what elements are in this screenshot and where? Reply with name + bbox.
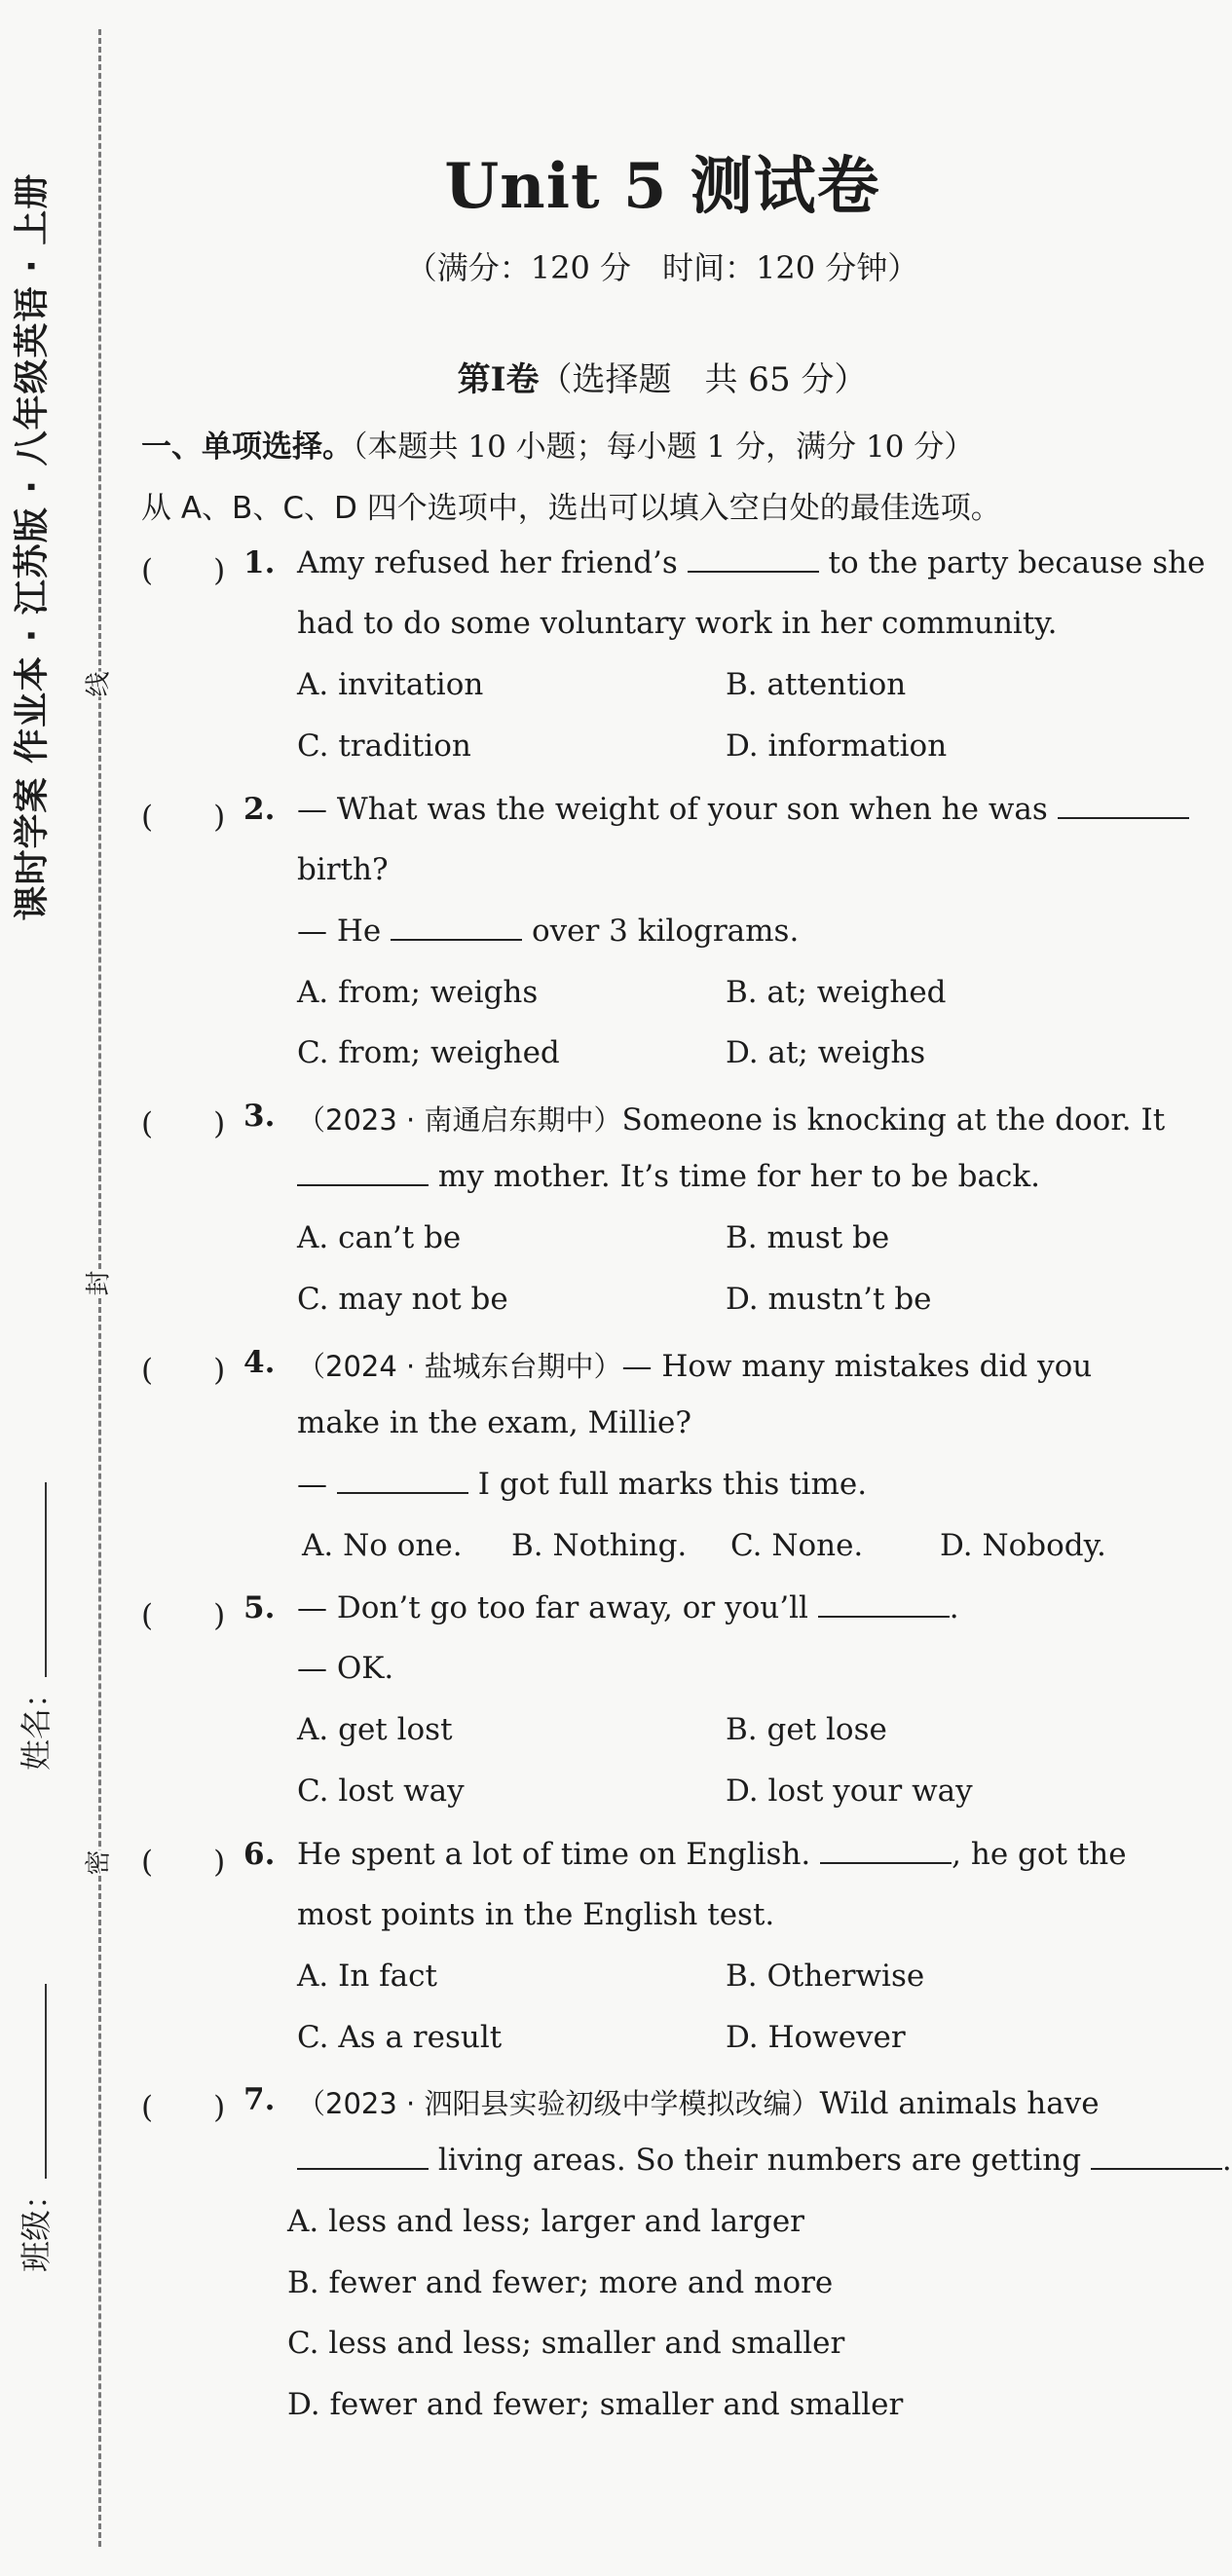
question-line: （2024 · 盐城东台期中）— How many mistakes did you bbox=[297, 1349, 1093, 1384]
question-line: birth? bbox=[297, 852, 389, 887]
question-line: most points in the English test. bbox=[297, 1897, 775, 1932]
question-line: make in the exam, Millie? bbox=[297, 1405, 691, 1440]
book-brand: 课时学案 作业本 · 江苏版 · 八年级英语 · 上册 bbox=[12, 172, 53, 921]
answer-blank[interactable] bbox=[391, 914, 522, 941]
option-d[interactable]: D. mustn’t be bbox=[726, 1282, 932, 1317]
binding-mark-secret: 密 bbox=[75, 1849, 119, 1875]
answer-paren[interactable]: ( ) bbox=[141, 1598, 226, 1633]
option-a[interactable]: A. from; weighs bbox=[297, 975, 539, 1010]
option-d[interactable]: D. lost your way bbox=[726, 1773, 973, 1809]
option-c[interactable]: C. As a result bbox=[297, 2020, 503, 2055]
option-b[interactable]: B. fewer and fewer; more and more bbox=[287, 2265, 834, 2300]
option-a[interactable]: A. invitation bbox=[297, 667, 484, 702]
question-line: — Don’t go too far away, or you’ll . bbox=[297, 1590, 959, 1625]
option-a[interactable]: A. can’t be bbox=[297, 1220, 462, 1255]
option-c[interactable]: C. None. bbox=[730, 1528, 864, 1563]
option-d[interactable]: D. Nobody. bbox=[940, 1528, 1106, 1563]
option-b[interactable]: B. attention bbox=[726, 667, 907, 702]
option-c[interactable]: C. less and less; smaller and smaller bbox=[287, 2326, 845, 2361]
question-number: 6. bbox=[243, 1837, 276, 1872]
binding-margin bbox=[0, 0, 117, 2576]
question-source: （2023 · 泗阳县实验初级中学模拟改编） bbox=[297, 2087, 820, 2120]
answer-blank[interactable] bbox=[1091, 2143, 1222, 2170]
class-field[interactable] bbox=[12, 2029, 56, 2272]
answer-blank[interactable] bbox=[820, 1837, 952, 1864]
answer-paren[interactable]: ( ) bbox=[141, 1106, 226, 1141]
option-d[interactable]: D. information bbox=[726, 728, 948, 764]
option-a[interactable]: A. In fact bbox=[297, 1959, 437, 1994]
answer-blank[interactable] bbox=[297, 2143, 429, 2170]
question-number: 3. bbox=[243, 1099, 276, 1134]
question-line: （2023 · 泗阳县实验初级中学模拟改编）Wild animals have bbox=[297, 2086, 1100, 2121]
page-title: Unit 5 测试卷 bbox=[444, 150, 880, 223]
answer-paren[interactable]: ( ) bbox=[141, 1845, 226, 1880]
option-a[interactable]: A. get lost bbox=[297, 1712, 453, 1747]
question-line: my mother. It’s time for her to be back. bbox=[297, 1159, 1040, 1194]
option-c[interactable]: C. tradition bbox=[297, 728, 471, 764]
question-line: had to do some voluntary work in her community. bbox=[297, 606, 1058, 641]
section-title: 一、单项选择。 bbox=[141, 429, 353, 465]
answer-blank[interactable] bbox=[1058, 792, 1189, 819]
section-instruction: 从 A、B、C、D 四个选项中，选出可以填入空白处的最佳选项。 bbox=[141, 491, 1001, 526]
name-label: 姓名： bbox=[18, 1676, 55, 1771]
question-line: — I got full marks this time. bbox=[297, 1467, 868, 1502]
part-note: （选择题 共 65 分） bbox=[539, 360, 868, 399]
option-c[interactable]: C. lost way bbox=[297, 1773, 465, 1809]
part-label: 第Ⅰ卷 bbox=[457, 360, 540, 399]
option-b[interactable]: B. get lose bbox=[726, 1712, 887, 1747]
option-b[interactable]: B. at; weighed bbox=[726, 975, 947, 1010]
class-blank[interactable] bbox=[45, 1984, 47, 2179]
question-line: living areas. So their numbers are getting . bbox=[297, 2143, 1232, 2178]
answer-paren[interactable]: ( ) bbox=[141, 1353, 226, 1388]
question-line: （2023 · 南通启东期中）Someone is knocking at the door. It bbox=[297, 1102, 1166, 1138]
question-line: He spent a lot of time on English. , he got the bbox=[297, 1837, 1127, 1872]
section-note: （本题共 10 小题；每小题 1 分，满分 10 分） bbox=[353, 429, 975, 465]
question-number: 4. bbox=[243, 1345, 276, 1380]
binding-mark-seal: 封 bbox=[75, 1270, 119, 1295]
section-heading bbox=[141, 422, 974, 466]
answer-paren[interactable]: ( ) bbox=[141, 800, 226, 835]
answer-blank[interactable] bbox=[818, 1590, 950, 1618]
option-b[interactable]: B. Nothing. bbox=[511, 1528, 688, 1563]
answer-paren[interactable]: ( ) bbox=[141, 553, 226, 588]
option-c[interactable]: C. from; weighed bbox=[297, 1035, 560, 1070]
option-d[interactable]: D. at; weighs bbox=[726, 1035, 926, 1070]
question-line: — OK. bbox=[297, 1651, 394, 1686]
page-subtitle: （满分：120 分 时间：120 分钟） bbox=[405, 249, 919, 286]
option-d[interactable]: D. fewer and fewer; smaller and smaller bbox=[287, 2387, 904, 2422]
question-number: 5. bbox=[243, 1590, 276, 1625]
answer-blank[interactable] bbox=[337, 1467, 468, 1494]
binding-mark-line: 线 bbox=[75, 671, 119, 696]
answer-blank[interactable] bbox=[688, 545, 819, 573]
option-a[interactable]: A. No one. bbox=[302, 1528, 463, 1563]
answer-blank[interactable] bbox=[297, 1159, 429, 1186]
class-label: 班级： bbox=[18, 2178, 55, 2272]
option-b[interactable]: B. must be bbox=[726, 1220, 890, 1255]
option-b[interactable]: B. Otherwise bbox=[726, 1959, 925, 1994]
option-a[interactable]: A. less and less; larger and larger bbox=[287, 2204, 804, 2239]
name-blank[interactable] bbox=[45, 1482, 47, 1677]
question-number: 7. bbox=[243, 2082, 276, 2117]
question-line: Amy refused her friend’s to the party because she bbox=[297, 545, 1206, 580]
option-d[interactable]: D. However bbox=[726, 2020, 906, 2055]
part-heading bbox=[141, 353, 1183, 400]
question-number: 2. bbox=[243, 792, 276, 827]
answer-paren[interactable]: ( ) bbox=[141, 2090, 226, 2125]
question-line: — What was the weight of your son when he was bbox=[297, 792, 1189, 827]
question-source: （2024 · 盐城东台期中） bbox=[297, 1350, 622, 1383]
name-field[interactable] bbox=[12, 1527, 56, 1771]
question-number: 1. bbox=[243, 545, 276, 580]
option-c[interactable]: C. may not be bbox=[297, 1282, 508, 1317]
question-line: — He over 3 kilograms. bbox=[297, 914, 800, 949]
question-source: （2023 · 南通启东期中） bbox=[297, 1103, 622, 1137]
